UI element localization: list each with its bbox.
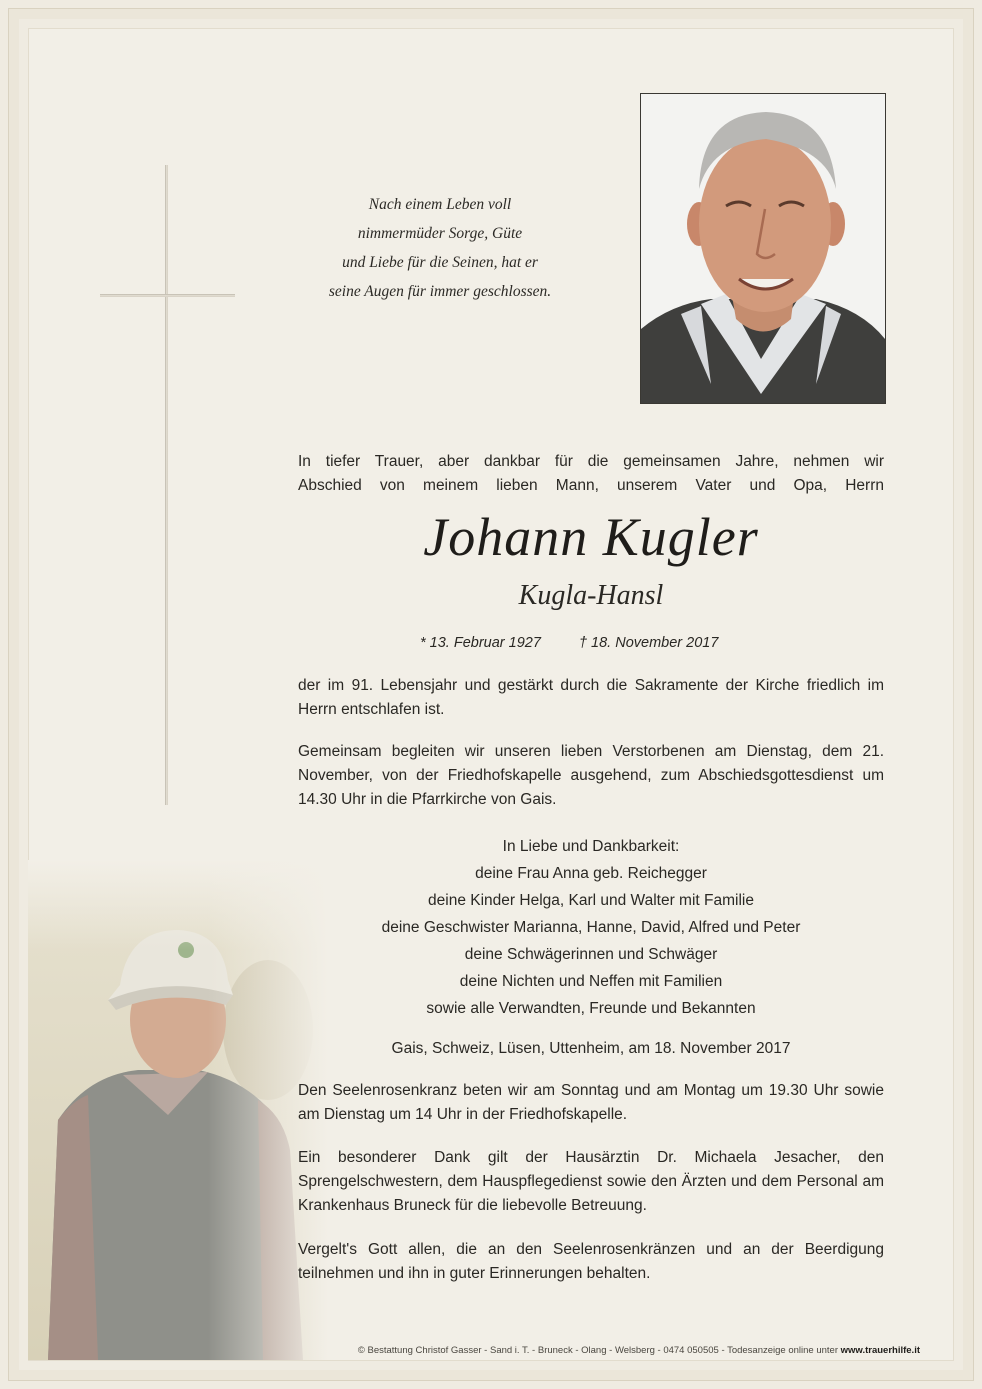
background-photo xyxy=(28,860,328,1360)
portrait-photo xyxy=(640,93,886,404)
deceased-name: Johann Kugler xyxy=(423,507,759,567)
birth-date: * 13. Februar 1927 xyxy=(420,635,541,651)
paragraph-2: Gemeinsam begleiten wir unseren lieben Verstorbenen am Dienstag, dem 21. November, von der Friedhofskapelle ausgehend, zum Abschiedsgottesdienst um 14.30 Uhr in die Pfarrkirche von Gais. xyxy=(298,743,884,808)
family-line: deine Frau Anna geb. Reichegger xyxy=(475,865,707,882)
cross-vertical-bar xyxy=(165,165,168,805)
intro-text xyxy=(298,450,884,498)
death-date: † 18. November 2017 xyxy=(578,635,719,651)
poem-line: nimmermüder Sorge, Güte xyxy=(357,225,523,242)
footer xyxy=(358,1345,920,1356)
paragraph-5: Vergelt's Gott allen, die an den Seelenrosenkränzen und an der Beerdigung teilnehmen und ihn in guter Erinnerungen behalten. xyxy=(298,1241,884,1282)
family-line: sowie alle Verwandten, Freunde und Bekannten xyxy=(426,1000,756,1017)
poem-line: seine Augen für immer geschlossen. xyxy=(328,283,552,300)
poem-line: Nach einem Leben voll xyxy=(368,196,512,213)
family-list xyxy=(298,833,884,1022)
paragraph-1: der im 91. Lebensjahr und gestärkt durch die Sakramente der Kirche friedlich im Herrn entschlafen ist. xyxy=(298,677,884,718)
life-dates xyxy=(420,635,780,651)
footer-text: © Bestattung Christof Gasser - Sand i. T. - Bruneck - Olang - Welsberg - 0474 050505 - Todesanzeige online unter xyxy=(357,1345,841,1356)
deceased-nickname: Kugla-Hansl xyxy=(518,580,664,611)
cross-horizontal-bar xyxy=(100,294,235,297)
paragraph-3: Den Seelenrosenkranz beten wir am Sonntag und am Montag um 19.30 Uhr sowie am Dienstag um 14 Uhr in der Friedhofskapelle. xyxy=(298,1082,884,1123)
paragraph-4: Ein besonderer Dank gilt der Hausärztin Dr. Michaela Jesacher, den Sprengelschwestern, dem Hauspflegedienst sowie den Ärzten und dem Personal am Krankenhaus Bruneck für die liebevolle Betreuung. xyxy=(298,1149,884,1214)
intro-line-1: In tiefer Trauer, aber dankbar für die gemeinsamen Jahre, nehmen wir xyxy=(298,453,884,470)
poem-line: und Liebe für die Seinen, hat er xyxy=(342,254,538,271)
family-line: deine Kinder Helga, Karl und Walter mit Familie xyxy=(428,892,754,909)
poem xyxy=(300,190,580,306)
family-line: In Liebe und Dankbarkeit: xyxy=(502,838,680,855)
family-line: deine Nichten und Neffen mit Familien xyxy=(459,973,723,990)
family-line: deine Geschwister Marianna, Hanne, David, Alfred und Peter xyxy=(381,919,801,936)
intro-line-2: Abschied von meinem lieben Mann, unserem Vater und Opa, Herrn xyxy=(298,477,884,494)
family-line: deine Schwägerinnen und Schwäger xyxy=(464,946,718,963)
footer-link[interactable]: www.trauerhilfe.it xyxy=(840,1345,920,1356)
place-date: Gais, Schweiz, Lüsen, Uttenheim, am 18. November 2017 xyxy=(391,1040,791,1057)
